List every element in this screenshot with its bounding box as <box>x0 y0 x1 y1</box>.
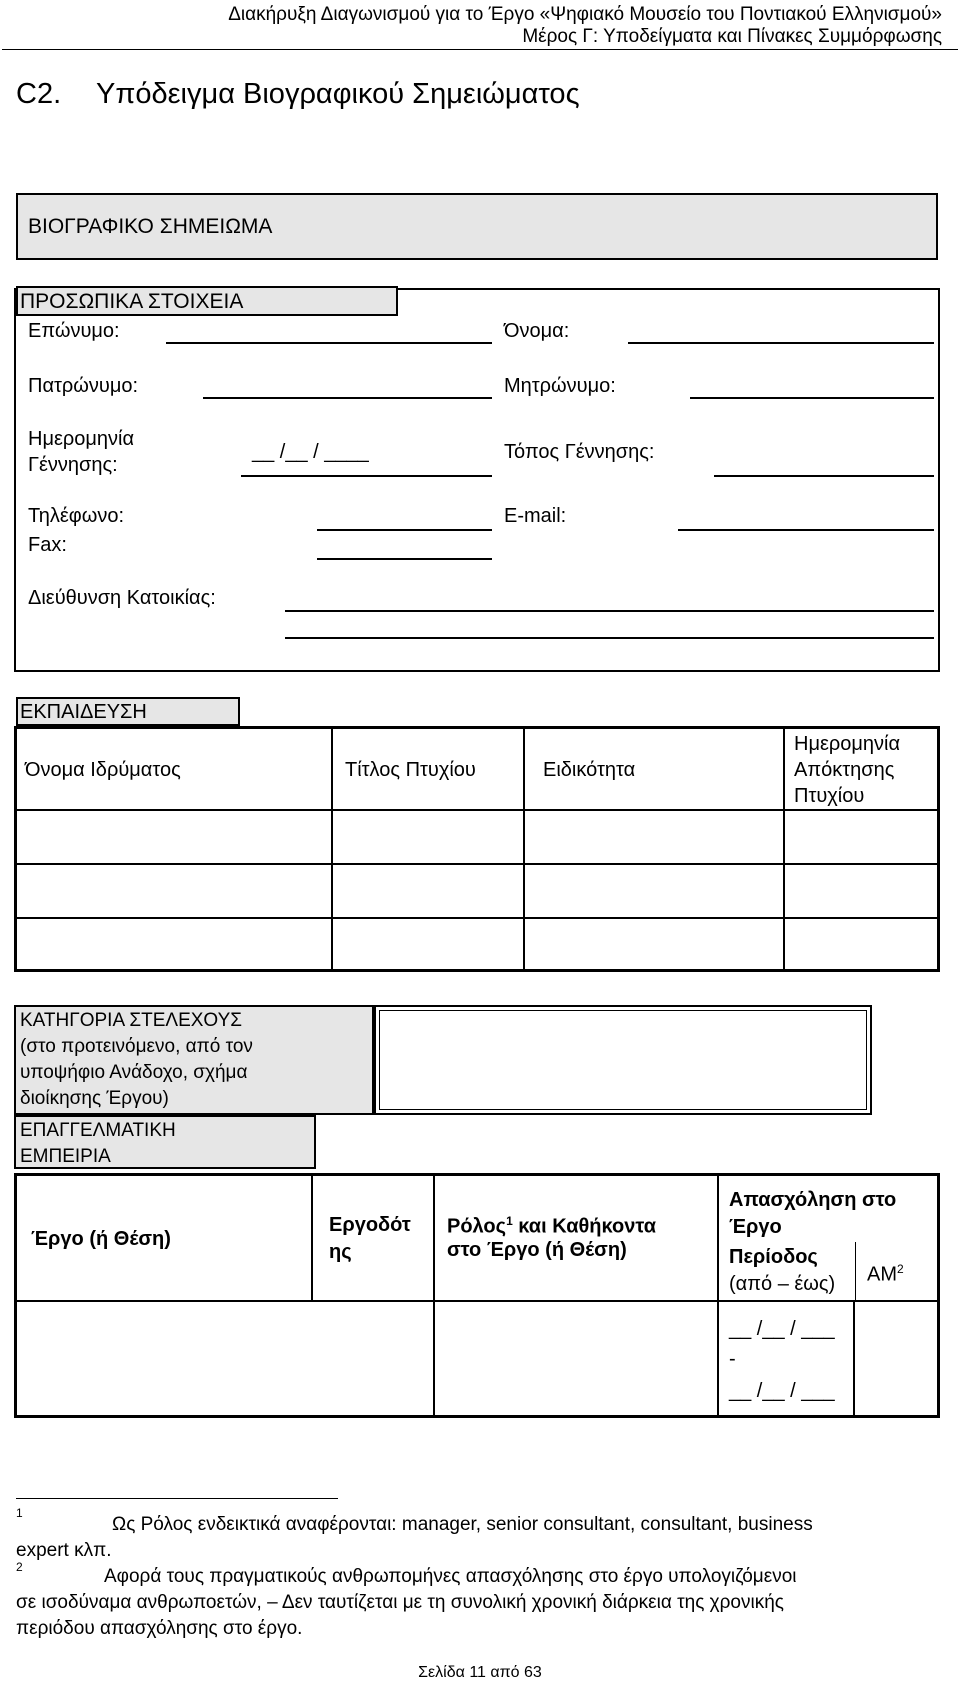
exp-col-period-2: (από – έως) <box>729 1273 836 1295</box>
experience-table <box>14 1173 940 1418</box>
edu-row1-date[interactable] <box>784 810 938 864</box>
experience-heading-1: ΕΠΑΓΓΕΛΜΑΤΙΚΗ <box>20 1120 176 1141</box>
edu-header-institution <box>16 728 332 810</box>
edu-col-degree: Τίτλος Πτυχίου <box>345 759 476 781</box>
birth-date-label-2: Γέννησης: <box>28 454 118 476</box>
exp-col-role-line1 <box>447 1208 656 1241</box>
edu-row1-institution[interactable] <box>16 810 332 864</box>
category-line1: ΚΑΤΗΓΟΡΙΑ ΣΤΕΛΕΧΟΥΣ <box>20 1010 243 1031</box>
name-field[interactable] <box>628 342 934 344</box>
exp-row-project[interactable] <box>16 1301 434 1416</box>
address-field-2[interactable] <box>285 637 934 639</box>
exp-col-employer-1: Εργοδότ <box>329 1214 411 1236</box>
exp-col-project: Έργο (ή Θέση) <box>31 1228 171 1250</box>
edu-row3-date[interactable] <box>784 918 938 970</box>
footnote-ref-2: 2 <box>897 1262 904 1276</box>
father-name-field[interactable] <box>203 397 492 399</box>
category-box <box>14 1005 374 1115</box>
edu-col-date-1: Ημερομηνία <box>794 733 901 755</box>
section-number: C2. <box>16 78 62 110</box>
birth-date-blank: __ /__ / ____ <box>252 441 369 463</box>
header-subtitle: Μέρος Γ: Υποδείγματα και Πίνακες Συμμόρφωσης <box>522 26 942 47</box>
exp-am-divider <box>855 1242 856 1302</box>
exp-date-dash: - <box>729 1348 736 1370</box>
cv-title: ΒΙΟΓΡΑΦΙΚΟ ΣΗΜΕΙΩΜΑ <box>28 215 273 238</box>
surname-field[interactable] <box>166 342 492 344</box>
exp-col-am-label: ΑΜ <box>867 1263 897 1286</box>
edu-col-specialty: Ειδικότητα <box>543 759 636 781</box>
header-rule <box>2 49 958 50</box>
address-field-1[interactable] <box>285 610 934 612</box>
edu-row2-degree[interactable] <box>332 864 524 918</box>
edu-row3-institution[interactable] <box>16 918 332 970</box>
personal-heading-box <box>16 286 398 316</box>
exp-header-occupation <box>718 1175 938 1301</box>
exp-col-role-3: στο Έργο (ή Θέση) <box>447 1239 627 1261</box>
personal-data-box <box>14 288 940 672</box>
exp-row-role[interactable] <box>434 1301 718 1416</box>
edu-header-date <box>784 728 938 810</box>
category-line3: υποψήφιο Ανάδοχο, σχήμα <box>20 1062 248 1083</box>
fax-field[interactable] <box>317 558 492 560</box>
exp-col-employer-2: ης <box>329 1241 352 1263</box>
edu-row3-specialty[interactable] <box>524 918 784 970</box>
exp-row-period[interactable] <box>718 1301 854 1416</box>
edu-row2-date[interactable] <box>784 864 938 918</box>
exp-date-to: __ /__ / ___ <box>729 1380 835 1402</box>
edu-header-degree <box>332 728 524 810</box>
edu-row3-degree[interactable] <box>332 918 524 970</box>
footnote-1-text: Ως Ρόλος ενδεικτικά αναφέρονται: manager, senior consultant, consultant, business <box>112 1514 813 1535</box>
exp-col-am <box>867 1256 904 1289</box>
footnote-2-line2: σε ισοδύναμα ανθρωποετών, – Δεν ταυτίζεται με τη συνολική χρονική διάρκεια της χρονικής <box>16 1592 784 1613</box>
footnote-separator <box>16 1498 338 1499</box>
surname-label: Επώνυμο: <box>28 320 120 342</box>
header-title: Διακήρυξη Διαγωνισμού για το Έργο «Ψηφιακό Μουσείο του Ποντιακού Ελληνισμού» <box>228 4 942 25</box>
name-label: Όνομα: <box>504 320 570 342</box>
edu-col-institution: Όνομα Ιδρύματος <box>25 759 181 781</box>
birth-date-field[interactable] <box>241 475 492 477</box>
cv-title-box <box>16 193 938 260</box>
birth-date-label-1: Ημερομηνία <box>28 428 135 450</box>
category-line2: (στο προτεινόμενο, από τον <box>20 1036 253 1057</box>
birth-place-field[interactable] <box>714 475 934 477</box>
personal-heading: ΠΡΟΣΩΠΙΚΑ ΣΤΟΙΧΕΙΑ <box>20 290 244 313</box>
footnote-2-line3: περιόδου απασχόλησης στο έργο. <box>16 1618 303 1639</box>
exp-col-occ-1: Απασχόληση στο <box>729 1189 897 1211</box>
birth-place-label: Τόπος Γέννησης: <box>504 441 655 463</box>
category-value-box[interactable] <box>374 1005 872 1115</box>
address-label: Διεύθυνση Κατοικίας: <box>28 587 216 609</box>
father-name-label: Πατρώνυμο: <box>28 375 139 397</box>
exp-header-employer <box>312 1175 434 1301</box>
category-line4: διοίκησης Έργου) <box>20 1088 169 1109</box>
exp-col-occ-2: Έργο <box>729 1216 782 1238</box>
category-value-inner <box>379 1010 867 1110</box>
email-field[interactable] <box>678 529 934 531</box>
exp-col-role-1: Ρόλος <box>447 1215 507 1238</box>
education-heading: ΕΚΠΑΙΔΕΥΣΗ <box>20 701 147 723</box>
experience-heading-2: ΕΜΠΕΙΡΙΑ <box>20 1146 111 1167</box>
education-heading-box <box>16 697 240 726</box>
footnote-ref-1: 1 <box>506 1214 513 1228</box>
exp-header-role <box>434 1175 718 1301</box>
section-title: Υπόδειγμα Βιογραφικού Σημειώματος <box>96 78 580 110</box>
edu-row2-institution[interactable] <box>16 864 332 918</box>
edu-row2-specialty[interactable] <box>524 864 784 918</box>
exp-row-am[interactable] <box>854 1301 938 1416</box>
footnote-2-mark: 2 <box>16 1560 23 1574</box>
experience-heading-box <box>14 1115 316 1169</box>
footnote-1-cont: expert κλπ. <box>16 1540 112 1561</box>
page-number: Σελίδα 11 από 63 <box>418 1664 542 1681</box>
email-label: E-mail: <box>504 505 567 527</box>
mother-name-label: Μητρώνυμο: <box>504 375 616 397</box>
exp-date-from: __ /__ / ___ <box>729 1318 835 1340</box>
education-table <box>14 726 940 972</box>
mother-name-field[interactable] <box>690 397 934 399</box>
fax-label: Fax: <box>28 534 67 556</box>
edu-header-specialty <box>524 728 784 810</box>
edu-row1-specialty[interactable] <box>524 810 784 864</box>
edu-col-date-3: Πτυχίου <box>794 785 865 807</box>
edu-col-date-2: Απόκτησης <box>794 759 895 781</box>
phone-field[interactable] <box>317 529 492 531</box>
exp-header-project <box>16 1175 312 1301</box>
footnote-1-mark: 1 <box>16 1506 23 1520</box>
exp-col-role-2: και Καθήκοντα <box>512 1215 657 1238</box>
exp-col-period-1: Περίοδος <box>729 1246 818 1268</box>
phone-label: Τηλέφωνο: <box>28 505 125 527</box>
footnote-2-text: Αφορά τους πραγματικούς ανθρωπομήνες απασχόλησης στο έργο υπολογιζόμενοι <box>104 1566 797 1587</box>
edu-row1-degree[interactable] <box>332 810 524 864</box>
